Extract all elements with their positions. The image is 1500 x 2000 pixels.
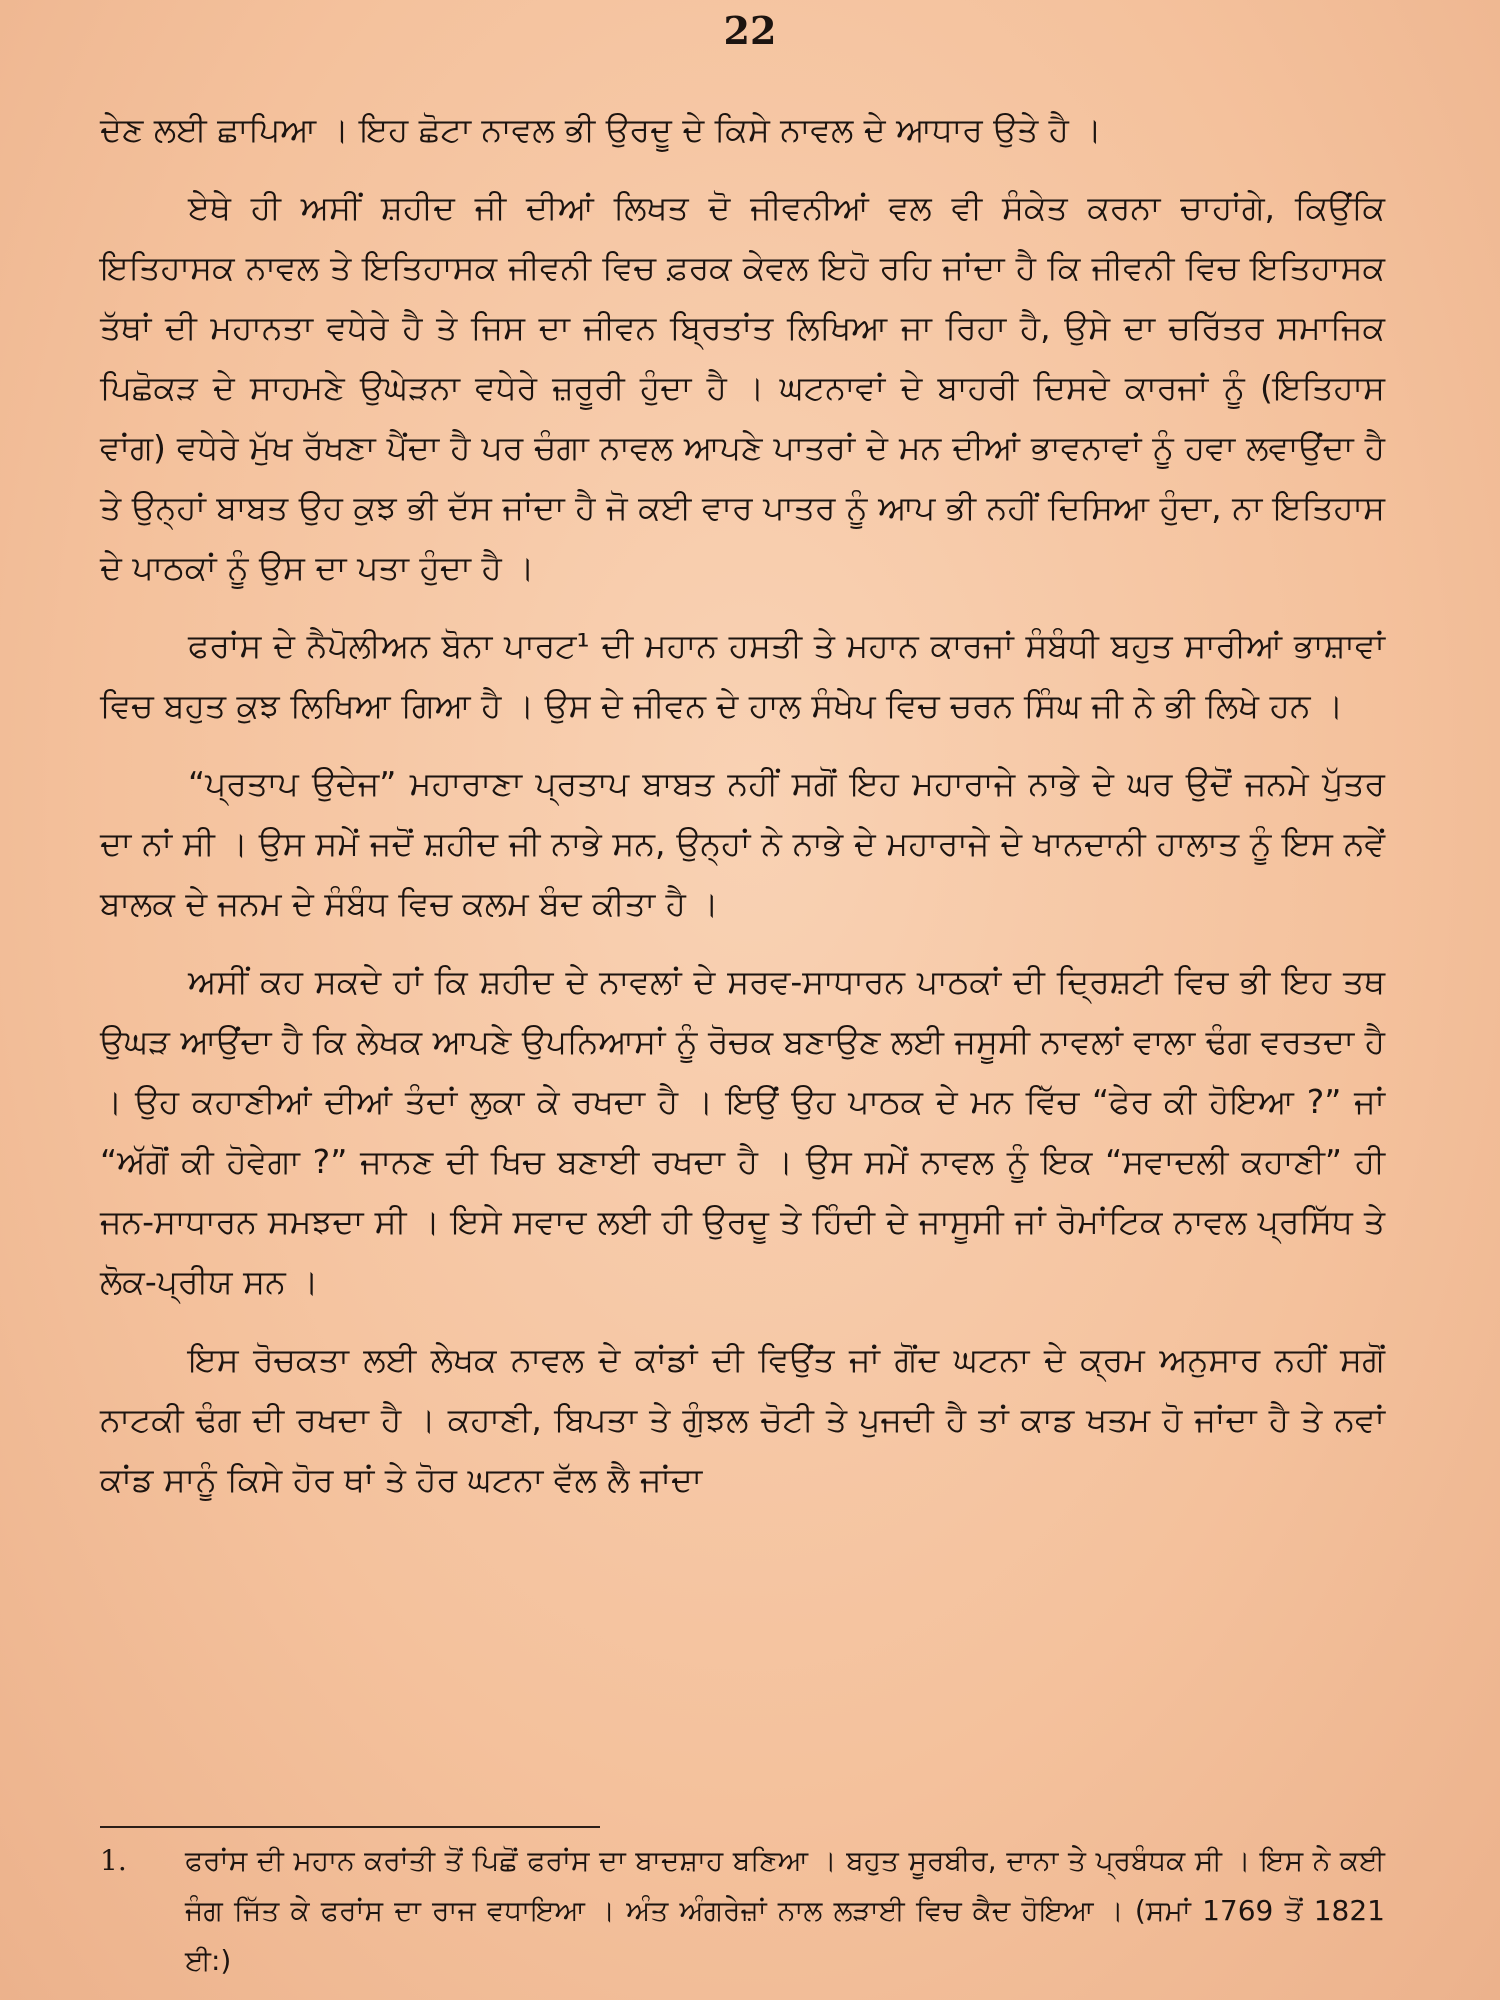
footnote-divider [100, 1826, 600, 1828]
footnote [100, 1836, 1385, 1986]
footnote-number: 1. [100, 1844, 127, 1877]
paragraph-4: “ਪ੍ਰਤਾਪ ਉਦੇਜ” ਮਹਾਰਾਣਾ ਪ੍ਰਤਾਪ ਬਾਬਤ ਨਹੀਂ ਸਗੋਂ ਇਹ ਮਹਾਰਾਜੇ ਨਾਭੇ ਦੇ ਘਰ ਉਦੋਂ ਜਨਮੇ ਪੁੱਤਰ ਦਾ ਨਾਂ ਸੀ । ਉਸ ਸਮੇਂ ਜਦੋਂ ਸ਼ਹੀਦ ਜੀ ਨਾਭੇ ਸਨ, ਉਨ੍ਹਾਂ ਨੇ ਨਾਭੇ ਦੇ ਮਹਾਰਾਜੇ ਦੇ ਖਾਨਦਾਨੀ ਹਾਲਾਤ ਨੂੰ ਇਸ ਨਵੇਂ ਬਾਲਕ ਦੇ ਜਨਮ ਦੇ ਸੰਬੰਧ ਵਿਚ ਕਲਮ ਬੰਦ ਕੀਤਾ ਹੈ । [100, 764, 1385, 923]
body-text [100, 100, 1385, 1528]
page-number: 22 [723, 8, 777, 53]
paragraph-2: ਏਥੇ ਹੀ ਅਸੀਂ ਸ਼ਹੀਦ ਜੀ ਦੀਆਂ ਲਿਖਤ ਦੋ ਜੀਵਨੀਆਂ ਵਲ ਵੀ ਸੰਕੇਤ ਕਰਨਾ ਚਾਹਾਂਗੇ, ਕਿਉਂਕਿ ਇਤਿਹਾਸਕ ਨਾਵਲ ਤੇ ਇਤਿਹਾਸਕ ਜੀਵਨੀ ਵਿਚ ਫ਼ਰਕ ਕੇਵਲ ਇਹੋ ਰਹਿ ਜਾਂਦਾ ਹੈ ਕਿ ਜੀਵਨੀ ਵਿਚ ਇਤਿਹਾਸਕ ਤੱਥਾਂ ਦੀ ਮਹਾਨਤਾ ਵਧੇਰੇ ਹੈ ਤੇ ਜਿਸ ਦਾ ਜੀਵਨ ਬ੍ਰਿਤਾਂਤ ਲਿਖਿਆ ਜਾ ਰਿਹਾ ਹੈ, ਉਸੇ ਦਾ ਚਰਿੱਤਰ ਸਮਾਜਿਕ ਪਿਛੋਕੜ ਦੇ ਸਾਹਮਣੇ ਉਘੇੜਨਾ ਵਧੇਰੇ ਜ਼ਰੂਰੀ ਹੁੰਦਾ ਹੈ । ਘਟਨਾਵਾਂ ਦੇ ਬਾਹਰੀ ਦਿਸਦੇ ਕਾਰਜਾਂ ਨੂੰ (ਇਤਿਹਾਸ ਵਾਂਗ) ਵਧੇਰੇ ਮੁੱਖ ਰੱਖਣਾ ਪੈਂਦਾ ਹੈ ਪਰ ਚੰਗਾ ਨਾਵਲ ਆਪਣੇ ਪਾਤਰਾਂ ਦੇ ਮਨ ਦੀਆਂ ਭਾਵਨਾਵਾਂ ਨੂੰ ਹਵਾ ਲਵਾਉਂਦਾ ਹੈ ਤੇ ਉਨ੍ਹਾਂ ਬਾਬਤ ਉਹ ਕੁਝ ਭੀ ਦੱਸ ਜਾਂਦਾ ਹੈ ਜੋ ਕਈ ਵਾਰ ਪਾਤਰ ਨੂੰ ਆਪ ਭੀ ਨਹੀਂ ਦਿਸਿਆ ਹੁੰਦਾ, ਨਾ ਇਤਿਹਾਸ ਦੇ ਪਾਠਕਾਂ ਨੂੰ ਉਸ ਦਾ ਪਤਾ ਹੁੰਦਾ ਹੈ । [100, 188, 1385, 587]
paragraph-5: ਅਸੀਂ ਕਹ ਸਕਦੇ ਹਾਂ ਕਿ ਸ਼ਹੀਦ ਦੇ ਨਾਵਲਾਂ ਦੇ ਸਰਵ-ਸਾਧਾਰਨ ਪਾਠਕਾਂ ਦੀ ਦ੍ਰਿਸ਼ਟੀ ਵਿਚ ਭੀ ਇਹ ਤਥ ਉਘੜ ਆਉਂਦਾ ਹੈ ਕਿ ਲੇਖਕ ਆਪਣੇ ਉਪਨਿਆਸਾਂ ਨੂੰ ਰੋਚਕ ਬਣਾਉਣ ਲਈ ਜਸੂਸੀ ਨਾਵਲਾਂ ਵਾਲਾ ਢੰਗ ਵਰਤਦਾ ਹੈ । ਉਹ ਕਹਾਣੀਆਂ ਦੀਆਂ ਤੰਦਾਂ ਲੁਕਾ ਕੇ ਰਖਦਾ ਹੈ । ਇਉਂ ਉਹ ਪਾਠਕ ਦੇ ਮਨ ਵਿੱਚ “ਫੇਰ ਕੀ ਹੋਇਆ ?” ਜਾਂ “ਅੱਗੋਂ ਕੀ ਹੋਵੇਗਾ ?” ਜਾਨਣ ਦੀ ਖਿਚ ਬਣਾਈ ਰਖਦਾ ਹੈ । ਉਸ ਸਮੇਂ ਨਾਵਲ ਨੂੰ ਇਕ “ਸਵਾਦਲੀ ਕਹਾਣੀ” ਹੀ ਜਨ-ਸਾਧਾਰਨ ਸਮਝਦਾ ਸੀ । ਇਸੇ ਸਵਾਦ ਲਈ ਹੀ ਉਰਦੂ ਤੇ ਹਿੰਦੀ ਦੇ ਜਾਸੂਸੀ ਜਾਂ ਰੋਮਾਂਟਿਕ ਨਾਵਲ ਪ੍ਰਸਿੱਧ ਤੇ ਲੋਕ-ਪ੍ਰੀਯ ਸਨ । [100, 962, 1385, 1301]
paragraph-6: ਇਸ ਰੋਚਕਤਾ ਲਈ ਲੇਖਕ ਨਾਵਲ ਦੇ ਕਾਂਡਾਂ ਦੀ ਵਿਉਂਤ ਜਾਂ ਗੋਂਦ ਘਟਨਾ ਦੇ ਕ੍ਰਮ ਅਨੁਸਾਰ ਨਹੀਂ ਸਗੋਂ ਨਾਟਕੀ ਢੰਗ ਦੀ ਰਖਦਾ ਹੈ । ਕਹਾਣੀ, ਬਿਪਤਾ ਤੇ ਗੁੰਝਲ ਚੋਟੀ ਤੇ ਪੁਜਦੀ ਹੈ ਤਾਂ ਕਾਡ ਖਤਮ ਹੋ ਜਾਂਦਾ ਹੈ ਤੇ ਨਵਾਂ ਕਾਂਡ ਸਾਨੂੰ ਕਿਸੇ ਹੋਰ ਥਾਂ ਤੇ ਹੋਰ ਘਟਨਾ ਵੱਲ ਲੈ ਜਾਂਦਾ [100, 1340, 1385, 1499]
footnote-text: ਫਰਾਂਸ ਦੀ ਮਹਾਨ ਕਰਾਂਤੀ ਤੋਂ ਪਿਛੋਂ ਫਰਾਂਸ ਦਾ ਬਾਦਸ਼ਾਹ ਬਣਿਆ । ਬਹੁਤ ਸੂਰਬੀਰ, ਦਾਨਾ ਤੇ ਪ੍ਰਬੰਧਕ ਸੀ । ਇਸ ਨੇ ਕਈ ਜੰਗ ਜਿੱਤ ਕੇ ਫਰਾਂਸ ਦਾ ਰਾਜ ਵਧਾਇਆ । ਅੰਤ ਅੰਗਰੇਜ਼ਾਂ ਨਾਲ ਲੜਾਈ ਵਿਚ ਕੈਦ ਹੋਇਆ । (ਸਮਾਂ 1769 ਤੋਂ 1821 ਈ:) [185, 1844, 1385, 1977]
paragraph-1: ਦੇਣ ਲਈ ਛਾਪਿਆ । ਇਹ ਛੋਟਾ ਨਾਵਲ ਭੀ ਉਰਦੂ ਦੇ ਕਿਸੇ ਨਾਵਲ ਦੇ ਆਧਾਰ ਉਤੇ ਹੈ । [100, 110, 1102, 149]
paragraph-3: ਫਰਾਂਸ ਦੇ ਨੈਪੋਲੀਅਨ ਬੋਨਾ ਪਾਰਟ¹ ਦੀ ਮਹਾਨ ਹਸਤੀ ਤੇ ਮਹਾਨ ਕਾਰਜਾਂ ਸੰਬੰਧੀ ਬਹੁਤ ਸਾਰੀਆਂ ਭਾਸ਼ਾਵਾਂ ਵਿਚ ਬਹੁਤ ਕੁਝ ਲਿਖਿਆ ਗਿਆ ਹੈ । ਉਸ ਦੇ ਜੀਵਨ ਦੇ ਹਾਲ ਸੰਖੇਪ ਵਿਚ ਚਰਨ ਸਿੰਘ ਜੀ ਨੇ ਭੀ ਲਿਖੇ ਹਨ । [100, 626, 1385, 725]
